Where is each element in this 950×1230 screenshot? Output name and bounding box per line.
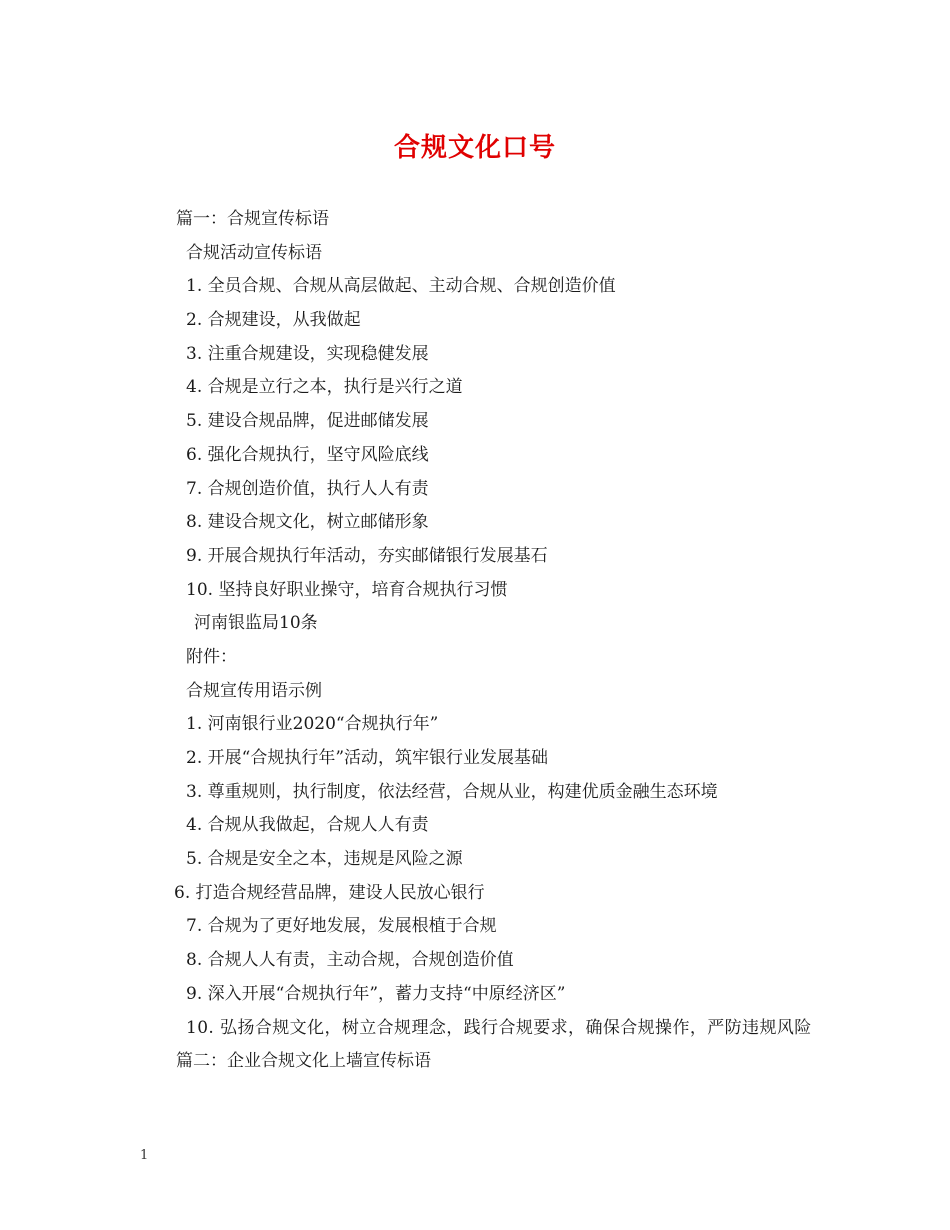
list-item: 9. 深入开展“合规执行年”，蓄力支持“中原经济区”: [186, 983, 566, 1004]
subheading: 合规宣传用语示例: [186, 680, 322, 701]
list-item: 3. 注重合规建设，实现稳健发展: [186, 343, 429, 364]
list-item: 6. 打造合规经营品牌，建设人民放心银行: [174, 882, 485, 903]
list-item: 6. 强化合规执行，坚守风险底线: [186, 444, 429, 465]
document-title: 合规文化口号: [393, 133, 556, 163]
list-item: 5. 合规是安全之本，违规是风险之源: [186, 849, 463, 870]
page-number: 1: [140, 1148, 149, 1163]
source-note: 河南银监局10条: [194, 613, 318, 634]
document-body: [140, 203, 830, 1079]
section-heading: 篇一：合规宣传标语: [176, 209, 329, 229]
list-item: 9. 开展合规执行年活动，夯实邮储银行发展基石: [186, 545, 548, 566]
list-item: 7. 合规为了更好地发展，发展根植于合规: [186, 916, 497, 937]
attachment-label: 附件：: [186, 646, 237, 667]
list-item: 10. 坚持良好职业操守，培育合规执行习惯: [186, 579, 508, 600]
list-item: 4. 合规从我做起，合规人人有责: [186, 815, 429, 836]
list-item: 1. 全员合规、合规从高层做起、主动合规、合规创造价值: [186, 276, 616, 297]
list-item: 7. 合规创造价值，执行人人有责: [186, 478, 429, 499]
subheading: 合规活动宣传标语: [186, 242, 322, 263]
list-item: 2. 开展“合规执行年”活动，筑牢银行业发展基础: [186, 748, 549, 768]
list-item-wrapped: 10. 弘扬合规文化，树立合规理念，践行合规要求，确保合规操作，严防违规风险: [186, 1017, 812, 1038]
list-item: 4. 合规是立行之本，执行是兴行之道: [186, 377, 463, 398]
list-item: 8. 建设合规文化，树立邮储形象: [186, 512, 429, 533]
list-item: 2. 合规建设，从我做起: [186, 310, 361, 331]
list-item: 1. 河南银行业2020“合规执行年”: [186, 714, 439, 735]
list-item: 8. 合规人人有责，主动合规，合规创造价值: [186, 950, 514, 971]
list-item: 5. 建设合规品牌，促进邮储发展: [186, 411, 429, 432]
list-item: 3. 尊重规则，执行制度，依法经营，合规从业，构建优质金融生态环境: [186, 781, 718, 802]
section-heading: 篇二：企业合规文化上墙宣传标语: [176, 1051, 431, 1072]
